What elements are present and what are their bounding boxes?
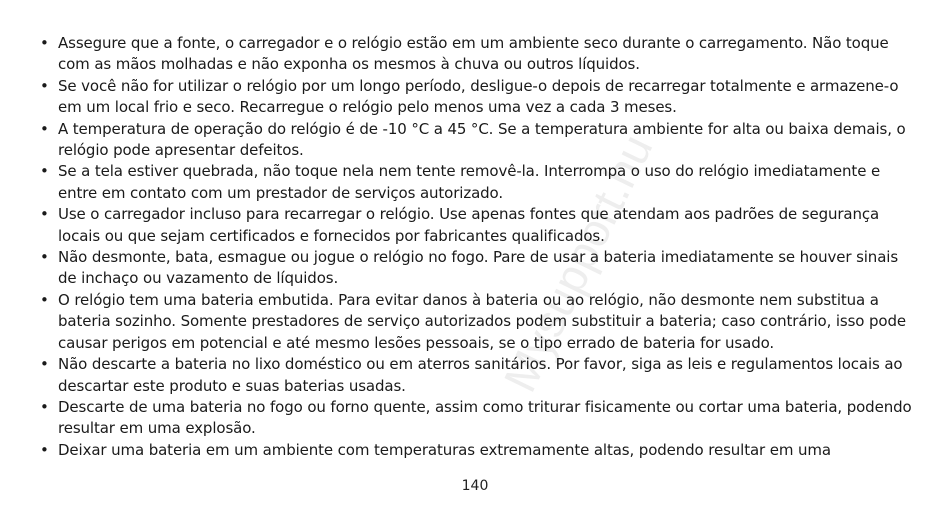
- page-number: 140: [461, 478, 489, 494]
- bullet-icon: •: [40, 440, 49, 459]
- list-item-text: A temperatura de operação do relógio é de -10 °C a 45 °C. Se a temperatura ambiente for alta ou baixa demais, o relógio pode apresentar defeitos.: [58, 119, 906, 160]
- bullet-icon: •: [40, 34, 49, 52]
- list-item-text: O relógio tem uma bateria embutida. Para evitar danos à bateria ou ao relógio, não desmonte nem substitua a bateria sozinho. Somente prestadores de serviço autorizados podem substituir a bateria; caso contrário, isso pode causar perigos em potencial e até mesmo lesões pessoais, se o tipo errado de bateria for usado.: [58, 290, 906, 352]
- watermark-text: Mysupport.hu: [493, 126, 663, 400]
- bullet-icon: •: [40, 248, 49, 267]
- bullet-icon: •: [40, 205, 49, 224]
- list-item-text: Se você não for utilizar o relógio por um longo período, desligue-o depois de recarregar totalmente e armazene-o em um local frio e seco. Recarregue o relógio pelo menos uma vez a cada 3 meses.: [58, 76, 899, 117]
- bullet-icon: •: [40, 355, 49, 374]
- list-item: [38, 397, 920, 440]
- bullet-icon: •: [40, 397, 49, 416]
- list-item-text: Use o carregador incluso para recarregar o relógio. Use apenas fontes que atendam aos padrões de segurança locais ou que sejam certificados e fornecidos por fabricantes qualificados.: [58, 205, 880, 245]
- list-item-text: Não desmonte, bata, esmague ou jogue o relógio no fogo. Pare de usar a bateria imediatamente se houver sinais de inchaço ou vazamento de líquidos.: [58, 248, 899, 288]
- list-item: [38, 247, 920, 290]
- bullet-icon: •: [40, 119, 49, 138]
- bullet-icon: •: [40, 290, 49, 309]
- list-item: [38, 354, 920, 397]
- list-item-text: Assegure que a fonte, o carregador e o relógio estão em um ambiente seco durante o carregamento. Não toque com as mãos molhadas e não exponha os mesmos à chuva ou outros líquidos.: [58, 34, 889, 74]
- bullet-list: [38, 33, 920, 461]
- list-item: [38, 204, 920, 247]
- bullet-icon: •: [40, 162, 49, 181]
- list-item-text: Se a tela estiver quebrada, não toque nela nem tente removê-la. Interrompa o uso do relógio imediatamente e entre em contato com um prestador de serviços autorizado.: [58, 162, 881, 202]
- document-body: [38, 33, 920, 461]
- list-item-text: Descarte de uma bateria no fogo ou forno quente, assim como triturar fisicamente ou cortar uma bateria, podendo resultar em uma explosão.: [58, 397, 912, 438]
- list-item-text: Deixar uma bateria em um ambiente com temperaturas extremamente altas, podendo resultar em uma: [58, 440, 831, 459]
- list-item: [38, 290, 920, 354]
- list-item: [38, 161, 920, 204]
- list-item-text: Não descarte a bateria no lixo doméstico ou em aterros sanitários. Por favor, siga as leis e regulamentos locais ao descartar este produto e suas baterias usadas.: [58, 355, 903, 395]
- list-item: [38, 440, 920, 461]
- list-item: [38, 33, 920, 76]
- list-item: [38, 119, 920, 162]
- list-item: [38, 76, 920, 119]
- bullet-icon: •: [40, 76, 49, 95]
